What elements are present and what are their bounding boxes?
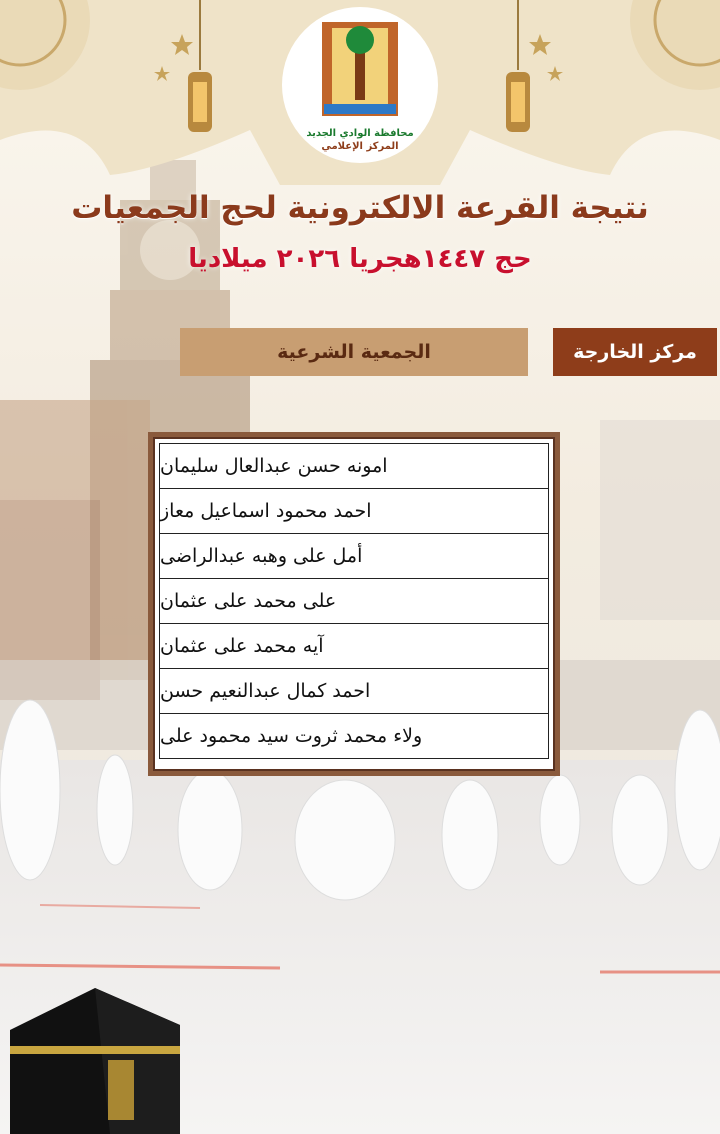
center-label: مركز الخارجة xyxy=(553,328,717,376)
name-row: أمل على وهبه عبدالراضى xyxy=(159,533,549,578)
name-row: امونه حسن عبدالعال سليمان xyxy=(159,443,549,488)
name-row: آيه محمد على عثمان xyxy=(159,623,549,668)
logo-governorate-name: محافظة الوادي الجديد xyxy=(306,128,414,139)
name-row: احمد محمود اسماعيل معاز xyxy=(159,488,549,533)
association-label: الجمعية الشرعية xyxy=(180,328,528,376)
names-table xyxy=(148,432,560,776)
names-table-inner xyxy=(153,437,555,771)
page-subtitle: حج ١٤٤٧هجريا ٢٠٢٦ ميلاديا xyxy=(188,244,532,274)
logo-media-center: المركز الإعلامي xyxy=(321,141,399,152)
governorate-logo xyxy=(282,7,438,163)
name-row: احمد كمال عبدالنعيم حسن xyxy=(159,668,549,713)
name-row: على محمد على عثمان xyxy=(159,578,549,623)
page-title: نتيجة القرعة الالكترونية لحج الجمعيات xyxy=(71,190,649,226)
name-row: ولاء محمد ثروت سيد محمود على xyxy=(159,713,549,759)
